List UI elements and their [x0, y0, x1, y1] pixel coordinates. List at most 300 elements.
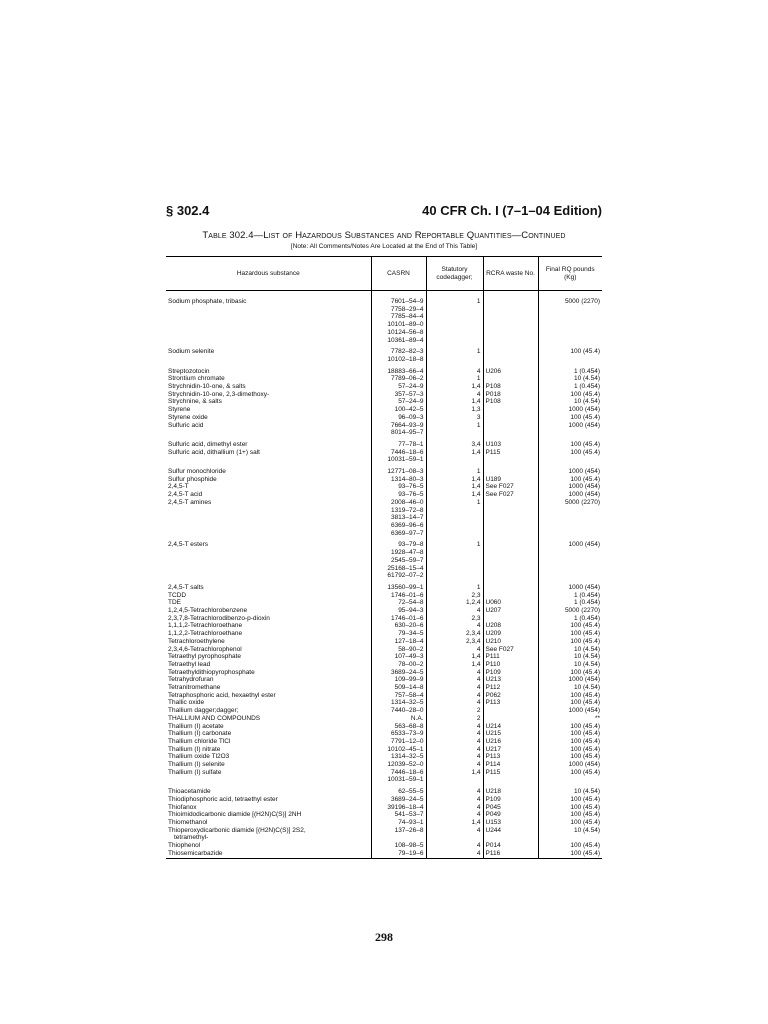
- cell-substance: [166, 514, 371, 522]
- cell-rq: 100 (45.4): [538, 746, 602, 754]
- cell-rq: 1000 (454): [538, 483, 602, 491]
- cell-rcra: [483, 429, 538, 437]
- cell-rq: 5000 (2270): [538, 499, 602, 507]
- table-note: [Note: All Comments/Notes Are Located at the End of This Table]: [290, 243, 478, 250]
- table-row: [166, 565, 602, 573]
- cell-code: [426, 306, 483, 314]
- cell-rq: 1000 (454): [538, 541, 602, 549]
- cell-rq: **: [538, 715, 602, 723]
- cell-substance: Sulfuric acid, dimethyl ester: [168, 440, 248, 448]
- table-row: [166, 592, 602, 600]
- cell-substance: Sulfuric acid: [168, 421, 204, 429]
- cell-rq: 100 (45.4): [538, 753, 602, 761]
- cell-code: 4: [426, 646, 483, 654]
- cell-code: 4: [426, 669, 483, 677]
- table-row: [166, 842, 602, 850]
- cell-cas: 6533–73–9: [371, 730, 426, 738]
- cell-cas: 7791–12–0: [371, 738, 426, 746]
- cell-code: 4: [426, 753, 483, 761]
- cell-rq: [538, 530, 602, 538]
- cell-cas: 18883–66–4: [371, 368, 426, 376]
- cell-cas: 10102–18–8: [371, 356, 426, 364]
- cell-code: 4: [426, 684, 483, 692]
- table-row: [166, 406, 602, 414]
- cell-rq: 10 (4.54): [538, 653, 602, 661]
- cell-cas: 1314–32–5: [371, 699, 426, 707]
- cell-substance: Styrene: [168, 406, 191, 414]
- table-row: [166, 449, 602, 457]
- table-row: [166, 584, 602, 592]
- cell-cas: 6369–96–6: [371, 522, 426, 530]
- cell-substance: Thallium (I) carbonate: [168, 730, 232, 738]
- table-row: [166, 514, 602, 522]
- cell-cas: 10101–89–0: [371, 321, 426, 329]
- cell-rq: [538, 572, 602, 580]
- cell-substance: [166, 776, 371, 784]
- cell-rcra: P109: [483, 669, 538, 677]
- table-row: [166, 715, 602, 723]
- cell-rcra: [483, 549, 538, 557]
- cell-substance: [166, 549, 371, 557]
- table-row: [166, 483, 602, 491]
- cell-substance: Thallium (I) acetate: [168, 722, 224, 730]
- cell-rcra: U214: [483, 723, 538, 731]
- cell-rcra: [483, 514, 538, 522]
- table-row: [166, 630, 602, 638]
- cell-rcra: P062: [483, 692, 538, 700]
- table-row: [166, 615, 602, 623]
- cell-substance: Thioacetamide: [168, 788, 211, 796]
- cell-cas: 7758–29–4: [371, 306, 426, 314]
- cell-cas: 1314–32–5: [371, 753, 426, 761]
- cell-rcra: P115: [483, 769, 538, 777]
- cell-rq: 100 (45.4): [538, 796, 602, 804]
- cell-substance: [166, 356, 371, 364]
- hazardous-substances-table: [166, 256, 602, 859]
- cell-cas: 7785–84–4: [371, 313, 426, 321]
- table-row: [166, 507, 602, 515]
- table-row: [166, 441, 602, 449]
- cell-rcra: [483, 776, 538, 784]
- cell-cas: 96–09–3: [371, 414, 426, 422]
- header-casrn: CASRN: [371, 257, 426, 291]
- cell-rcra: U103: [483, 441, 538, 449]
- table-row: [166, 699, 602, 707]
- cell-cas: 1314–80–3: [371, 476, 426, 484]
- table-row: [166, 684, 602, 692]
- table-row: [166, 788, 602, 796]
- cell-code: 1,4: [426, 653, 483, 661]
- cell-substance: Strychnine, & salts: [168, 398, 222, 406]
- cell-substance: [166, 530, 371, 538]
- table-row: [166, 456, 602, 464]
- cell-cas: 509–14–8: [371, 684, 426, 692]
- cell-cas: 39196–18–4: [371, 804, 426, 812]
- cell-rq: 10 (4.54): [538, 375, 602, 383]
- cell-rcra: [483, 707, 538, 715]
- table-row: [166, 804, 602, 812]
- cell-substance: Streptozotocin: [168, 367, 210, 375]
- cell-rcra: See F027: [483, 491, 538, 499]
- cell-rcra: U218: [483, 788, 538, 796]
- cell-substance: [166, 557, 371, 565]
- cell-code: 1: [426, 348, 483, 356]
- cell-rq: 1000 (454): [538, 676, 602, 684]
- cell-rcra: [483, 507, 538, 515]
- cell-cas: 7601–54–9: [371, 291, 426, 306]
- cell-code: [426, 507, 483, 515]
- cell-cas: 79–19–6: [371, 850, 426, 858]
- cell-cas: 10361–89–4: [371, 337, 426, 345]
- cell-code: [426, 337, 483, 345]
- cell-cas: 2545–59–7: [371, 557, 426, 565]
- cell-substance: Thiofanox: [168, 803, 197, 811]
- cell-code: [426, 429, 483, 437]
- table-row: [166, 541, 602, 549]
- cell-rcra: [483, 565, 538, 573]
- cell-code: 4: [426, 622, 483, 630]
- table-row: [166, 796, 602, 804]
- cell-rcra: P113: [483, 699, 538, 707]
- table-row: [166, 661, 602, 669]
- cell-rcra: [483, 530, 538, 538]
- cell-cas: 7446–18–6: [371, 449, 426, 457]
- cell-rcra: [483, 456, 538, 464]
- cell-rcra: [483, 557, 538, 565]
- cell-cas: 13560–99–1: [371, 584, 426, 592]
- table-row: [166, 356, 602, 364]
- table-row: [166, 730, 602, 738]
- cell-rq: 100 (45.4): [538, 630, 602, 638]
- cell-rq: 100 (45.4): [538, 441, 602, 449]
- table-row: [166, 746, 602, 754]
- cell-substance: Thioimidodicarbonic diamide [(H2N)C(S)] 2NH: [168, 811, 302, 819]
- cell-cas: 93–76–5: [371, 483, 426, 491]
- table-row: [166, 622, 602, 630]
- cell-rq: [538, 356, 602, 364]
- cell-rq: 1000 (454): [538, 584, 602, 592]
- cell-code: 4: [426, 788, 483, 796]
- cell-code: 1,4: [426, 483, 483, 491]
- cell-rcra: [483, 291, 538, 306]
- cell-rq: 100 (45.4): [538, 804, 602, 812]
- cell-code: 1: [426, 422, 483, 430]
- cell-rq: 1000 (454): [538, 707, 602, 715]
- cell-substance: 2,4,5-T acid: [168, 491, 203, 499]
- cell-rq: 1 (0.454): [538, 383, 602, 391]
- cell-code: 4: [426, 607, 483, 615]
- cell-rcra: [483, 321, 538, 329]
- table-row: [166, 491, 602, 499]
- cell-cas: 95–94–3: [371, 607, 426, 615]
- cell-substance: Thiophenol: [168, 842, 201, 850]
- cell-cas: 79–34–5: [371, 630, 426, 638]
- cell-substance: 2,4,5-T amines: [168, 498, 212, 506]
- page-number: 298: [375, 930, 393, 944]
- cell-rq: 10 (4.54): [538, 646, 602, 654]
- cell-rq: 100 (45.4): [538, 842, 602, 850]
- cell-rq: [538, 456, 602, 464]
- cell-rcra: [483, 468, 538, 476]
- table-row: [166, 819, 602, 827]
- cell-code: 4: [426, 676, 483, 684]
- cell-rq: 1000 (454): [538, 406, 602, 414]
- cell-cas: 8014–95–7: [371, 429, 426, 437]
- table-row: [166, 653, 602, 661]
- cell-rq: 5000 (2270): [538, 291, 602, 306]
- cell-rq: [538, 313, 602, 321]
- table-row: [166, 291, 602, 306]
- cell-rcra: U209: [483, 630, 538, 638]
- cell-substance: 2,4,5-T: [168, 483, 189, 491]
- cell-code: 4: [426, 811, 483, 819]
- cell-substance: Sulfur monochloride: [168, 468, 226, 476]
- table-row: [166, 429, 602, 437]
- cell-code: 1,4: [426, 449, 483, 457]
- cell-code: 2: [426, 715, 483, 723]
- section-header: § 302.4: [166, 203, 210, 218]
- cell-substance: [166, 321, 371, 329]
- table-row: [166, 638, 602, 646]
- cell-rq: 100 (45.4): [538, 850, 602, 858]
- cell-rcra: P115: [483, 449, 538, 457]
- cell-rcra: See F027: [483, 646, 538, 654]
- cell-cas: 12039–52–0: [371, 761, 426, 769]
- cell-code: 2: [426, 707, 483, 715]
- cell-substance: Sodium selenite: [168, 348, 215, 356]
- cell-code: 1,4: [426, 476, 483, 484]
- cell-substance: Thioperoxydicarbonic diamide [(H2N)C(S)] 2S2,: [168, 826, 306, 834]
- cell-rcra: P111: [483, 653, 538, 661]
- cell-rcra: U060: [483, 599, 538, 607]
- table-row: [166, 738, 602, 746]
- cell-code: 4: [426, 842, 483, 850]
- cell-rq: [538, 507, 602, 515]
- cell-rcra: [483, 541, 538, 549]
- cell-rq: 100 (45.4): [538, 622, 602, 630]
- cell-substance: [166, 456, 371, 464]
- cell-substance: Tetrachloroethylene: [168, 637, 225, 645]
- cell-rcra: [483, 348, 538, 356]
- cell-rq: [538, 549, 602, 557]
- cell-rq: 100 (45.4): [538, 449, 602, 457]
- cell-rq: 1000 (454): [538, 422, 602, 430]
- cell-code: 1,4: [426, 769, 483, 777]
- cell-substance: 1,2,4,5-Tetrachlorobenzene: [168, 607, 248, 615]
- cell-code: 1,4: [426, 661, 483, 669]
- cell-cas: 58–90–2: [371, 646, 426, 654]
- table-row: [166, 476, 602, 484]
- cell-cas: 10031–59–1: [371, 456, 426, 464]
- table-row: [166, 398, 602, 406]
- table-row: [166, 572, 602, 580]
- table-row: [166, 723, 602, 731]
- cell-cas: 77–78–1: [371, 441, 426, 449]
- cell-code: 4: [426, 699, 483, 707]
- cell-rq: 100 (45.4): [538, 414, 602, 422]
- cell-substance: 2,3,7,8-Tetrachlorodibenzo-p-dioxin: [168, 614, 270, 622]
- cell-code: 1,4: [426, 398, 483, 406]
- cell-code: 4: [426, 730, 483, 738]
- cell-code: 2,3: [426, 592, 483, 600]
- cell-cas: 107–49–3: [371, 653, 426, 661]
- cell-rq: [538, 834, 602, 842]
- cell-code: [426, 356, 483, 364]
- cell-substance: 1,1,1,2-Tetrachloroethane: [168, 622, 243, 630]
- cell-rq: [538, 514, 602, 522]
- cell-rq: 10 (4.54): [538, 398, 602, 406]
- cell-substance: Thallium dagger;dagger;: [168, 707, 239, 715]
- table-row: [166, 776, 602, 784]
- cell-rq: 100 (45.4): [538, 669, 602, 677]
- cell-code: 1: [426, 541, 483, 549]
- cell-code: [426, 329, 483, 337]
- cell-code: [426, 514, 483, 522]
- cell-rq: 100 (45.4): [538, 819, 602, 827]
- cell-cas: 1746–01–6: [371, 592, 426, 600]
- cell-code: 3,4: [426, 441, 483, 449]
- cell-rcra: [483, 337, 538, 345]
- cell-rq: 100 (45.4): [538, 391, 602, 399]
- cell-rq: 1000 (454): [538, 761, 602, 769]
- table-row: [166, 499, 602, 507]
- cell-rq: 100 (45.4): [538, 476, 602, 484]
- cell-substance: Strychnidin-10-one, 2,3-dimethoxy-: [168, 390, 270, 398]
- table-row: [166, 468, 602, 476]
- cell-cas: 7789–06–2: [371, 375, 426, 383]
- cell-cas: 7782–82–3: [371, 348, 426, 356]
- cell-cas: 1928–47–8: [371, 549, 426, 557]
- cell-code: 4: [426, 796, 483, 804]
- cell-substance: 2,3,4,6-Tetrachlorophenol: [168, 645, 242, 653]
- cell-rcra: P112: [483, 684, 538, 692]
- cell-code: 1,2,4: [426, 599, 483, 607]
- cell-cas: 62–55–5: [371, 788, 426, 796]
- cell-code: [426, 530, 483, 538]
- cell-code: 1: [426, 468, 483, 476]
- cell-rcra: [483, 375, 538, 383]
- table-row: [166, 761, 602, 769]
- cell-code: 4: [426, 827, 483, 835]
- cell-cas: 6369–97–7: [371, 530, 426, 538]
- cell-cas: 2008–46–0: [371, 499, 426, 507]
- cell-cas: 137–26–8: [371, 827, 426, 835]
- cell-substance: [166, 429, 371, 437]
- cell-cas: 10124–56–8: [371, 329, 426, 337]
- cell-substance: Sulfuric acid, dithallium (1+) salt: [168, 448, 260, 456]
- cell-rcra: U206: [483, 368, 538, 376]
- cell-substance: Thiodiphosphoric acid, tetraethyl ester: [168, 795, 278, 803]
- cell-code: 4: [426, 746, 483, 754]
- cell-cas: 7446–18–6: [371, 769, 426, 777]
- cell-substance: 2,4,5-T esters: [168, 541, 208, 549]
- cell-code: 4: [426, 850, 483, 858]
- cell-rq: 10 (4.54): [538, 827, 602, 835]
- cell-rq: [538, 565, 602, 573]
- cell-rcra: U215: [483, 730, 538, 738]
- cell-rcra: [483, 715, 538, 723]
- cell-rq: 100 (45.4): [538, 348, 602, 356]
- cell-substance: [166, 337, 371, 345]
- table-row: [166, 707, 602, 715]
- cell-substance: Thallium (I) selenite: [168, 761, 225, 769]
- cell-substance: Sodium phosphate, tribasic: [168, 298, 247, 305]
- cell-substance: Thallium chloride TlCl: [168, 737, 231, 745]
- cell-rq: [538, 776, 602, 784]
- cell-cas: 757–58–4: [371, 692, 426, 700]
- cell-code: 1: [426, 291, 483, 306]
- table-row: [166, 646, 602, 654]
- cell-rcra: P113: [483, 753, 538, 761]
- cell-cas: 72–54–8: [371, 599, 426, 607]
- cell-substance: Styrene oxide: [168, 413, 208, 421]
- cell-rcra: [483, 329, 538, 337]
- cell-cas: 3689–24–5: [371, 796, 426, 804]
- cell-code: [426, 834, 483, 842]
- cell-code: 1: [426, 499, 483, 507]
- cell-cas: 630–20–6: [371, 622, 426, 630]
- cell-rcra: [483, 406, 538, 414]
- cell-substance: TDE: [168, 599, 181, 607]
- cell-rcra: [483, 313, 538, 321]
- cell-rq: 100 (45.4): [538, 811, 602, 819]
- cell-rcra: U189: [483, 476, 538, 484]
- cell-substance: [166, 313, 371, 321]
- cell-rcra: U216: [483, 738, 538, 746]
- cell-rcra: [483, 572, 538, 580]
- cell-cas: 10031–59–1: [371, 776, 426, 784]
- cell-cas: 3813–14–7: [371, 514, 426, 522]
- cell-code: [426, 572, 483, 580]
- cell-code: 4: [426, 391, 483, 399]
- cell-rq: 5000 (2270): [538, 607, 602, 615]
- table-body: [166, 291, 602, 859]
- cell-code: [426, 522, 483, 530]
- cell-code: [426, 776, 483, 784]
- cell-rq: [538, 321, 602, 329]
- cell-code: [426, 321, 483, 329]
- cell-substance: [166, 306, 371, 314]
- cell-substance: Tetraethyl pyrophosphate: [168, 653, 241, 661]
- cell-code: 4: [426, 368, 483, 376]
- cell-rq: [538, 557, 602, 565]
- table-row: [166, 607, 602, 615]
- cell-substance: [166, 565, 371, 573]
- cell-substance: [166, 329, 371, 337]
- cell-code: 4: [426, 738, 483, 746]
- cell-cas: 10102–45–1: [371, 746, 426, 754]
- cell-cas: 541–53–7: [371, 811, 426, 819]
- cell-code: [426, 565, 483, 573]
- cell-rcra: U210: [483, 638, 538, 646]
- cell-cas: N.A.: [371, 715, 426, 723]
- cell-cas: 127–18–4: [371, 638, 426, 646]
- cell-substance: Tetrahydrofuran: [168, 676, 214, 684]
- cell-rcra: U213: [483, 676, 538, 684]
- header-substance: Hazardous substance: [166, 257, 371, 291]
- cell-rq: 100 (45.4): [538, 730, 602, 738]
- cell-code: 4: [426, 761, 483, 769]
- table-row: [166, 422, 602, 430]
- cell-substance: Thallium oxide Tl2O3: [168, 753, 230, 761]
- cell-rcra: U207: [483, 607, 538, 615]
- cell-cas: 357–57–3: [371, 391, 426, 399]
- cell-cas: 3689–24–5: [371, 669, 426, 677]
- cell-rcra: [483, 834, 538, 842]
- cell-substance: 2,4,5-T salts: [168, 583, 204, 591]
- table-row: [166, 850, 602, 858]
- cell-substance: Thallium (I) sulfate: [168, 768, 222, 776]
